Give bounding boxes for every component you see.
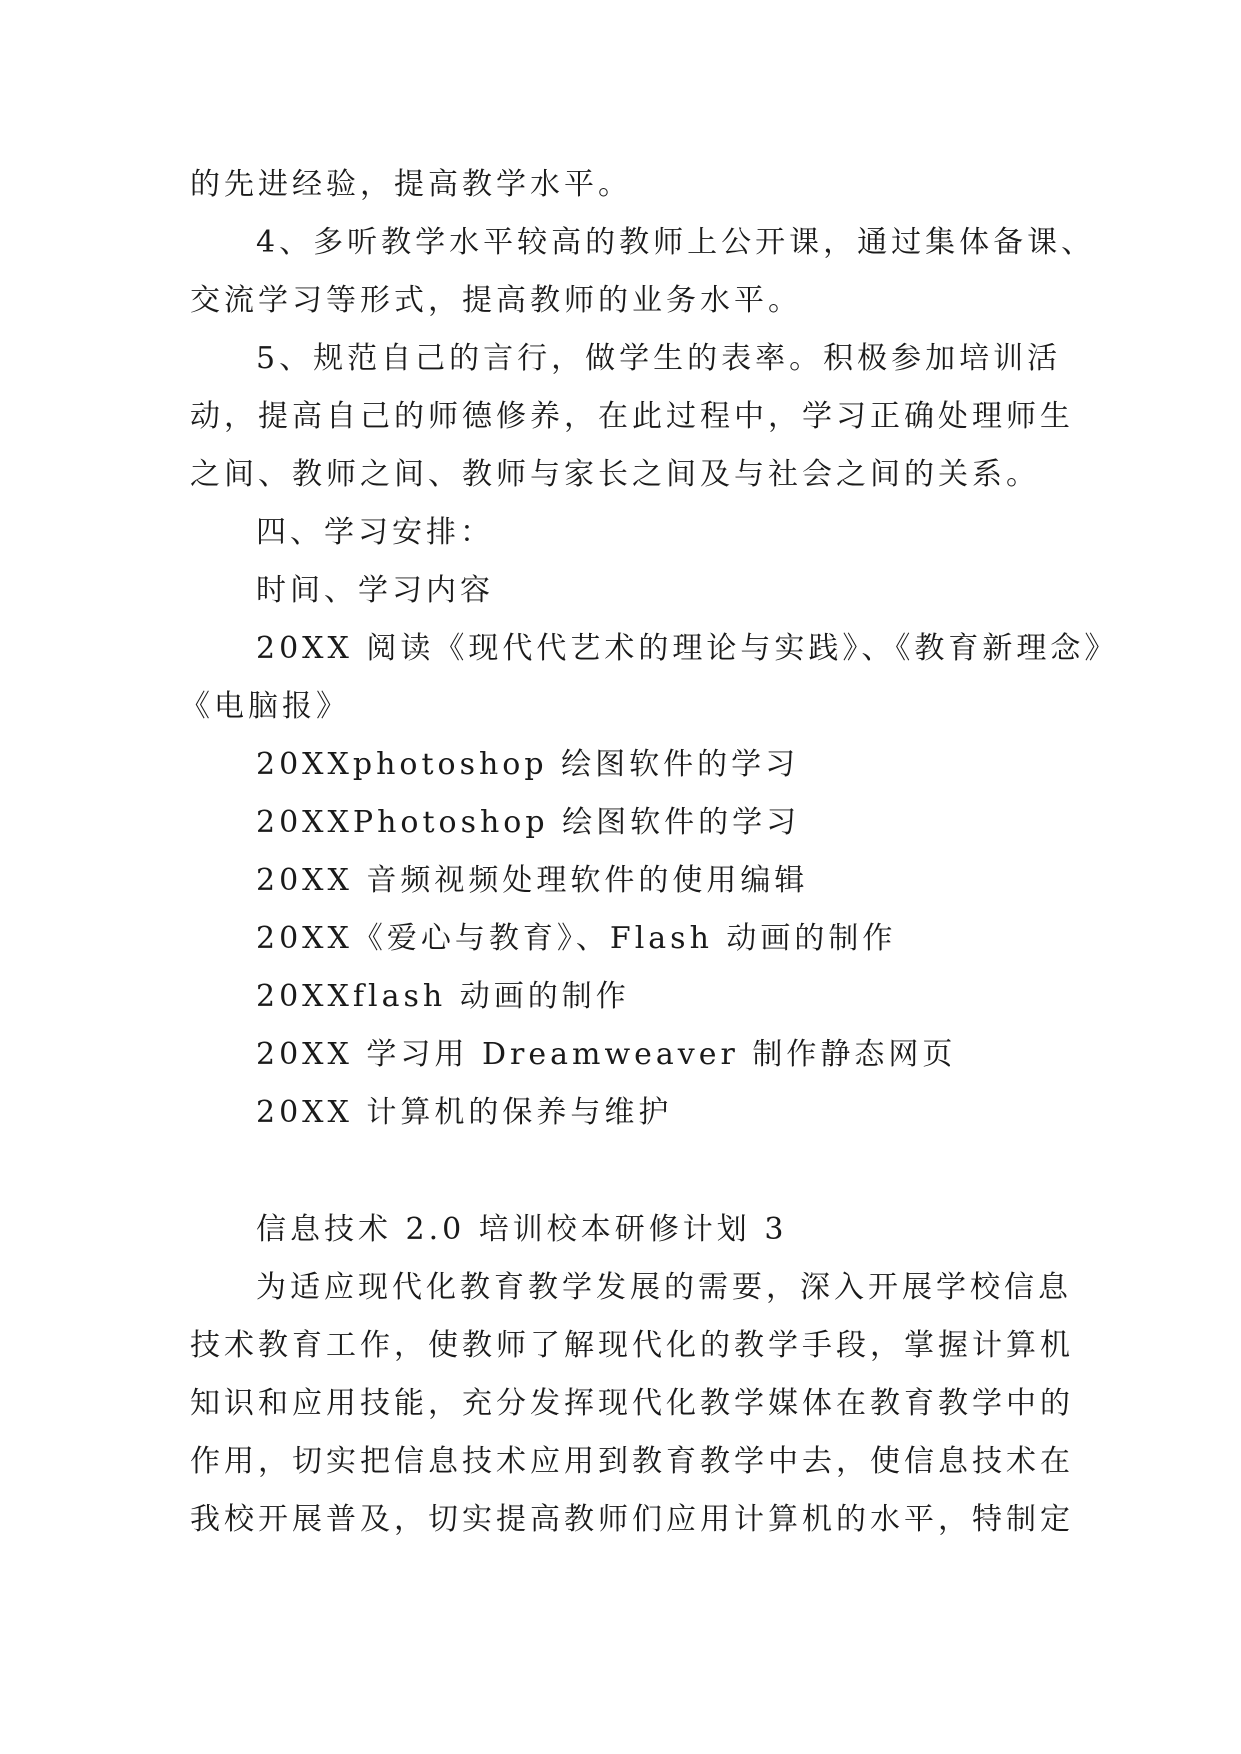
- schedule-item: 20XX 学习用 Dreamweaver 制作静态网页: [256, 1037, 957, 1072]
- paragraph-line: 技术教育工作，使教师了解现代化的教学手段，掌握计算机: [190, 1328, 1074, 1363]
- schedule-item: 20XXflash 动画的制作: [256, 979, 630, 1014]
- paragraph-line: 5、规范自己的言行，做学生的表率。积极参加培训活: [256, 341, 1062, 376]
- paragraph-line: 交流学习等形式，提高教师的业务水平。: [190, 283, 802, 318]
- schedule-item: 20XX 阅读《现代代艺术的理论与实践》、《教育新理念》: [256, 631, 1119, 666]
- paragraph-line: 4、多听教学水平较高的教师上公开课，通过集体备课、: [256, 225, 1096, 260]
- paragraph-line: 之间、教师之间、教师与家长之间及与社会之间的关系。: [190, 457, 1040, 492]
- paragraph-line: 我校开展普及，切实提高教师们应用计算机的水平，特制定: [190, 1502, 1074, 1537]
- schedule-item: 20XXphotoshop 绘图软件的学习: [256, 747, 800, 782]
- schedule-header: 时间、学习内容: [256, 573, 494, 608]
- schedule-item-continuation: 《电脑报》: [180, 689, 350, 724]
- paragraph-line: 作用，切实把信息技术应用到教育教学中去，使信息技术在: [190, 1444, 1074, 1479]
- schedule-item: 20XX《爱心与教育》、Flash 动画的制作: [256, 921, 897, 956]
- paragraph-line: 知识和应用技能，充分发挥现代化教学媒体在教育教学中的: [190, 1386, 1074, 1421]
- schedule-item: 20XXPhotoshop 绘图软件的学习: [256, 805, 801, 840]
- paragraph-line: 动，提高自己的师德修养，在此过程中，学习正确处理师生: [190, 399, 1074, 434]
- section-heading: 四、学习安排：: [256, 515, 494, 550]
- section-title: 信息技术 2.0 培训校本研修计划 3: [256, 1212, 788, 1247]
- paragraph-line: 的先进经验，提高教学水平。: [190, 167, 632, 202]
- schedule-item: 20XX 计算机的保养与维护: [256, 1095, 673, 1130]
- paragraph-line: 为适应现代化教育教学发展的需要，深入开展学校信息: [256, 1270, 1072, 1305]
- schedule-item: 20XX 音频视频处理软件的使用编辑: [256, 863, 809, 898]
